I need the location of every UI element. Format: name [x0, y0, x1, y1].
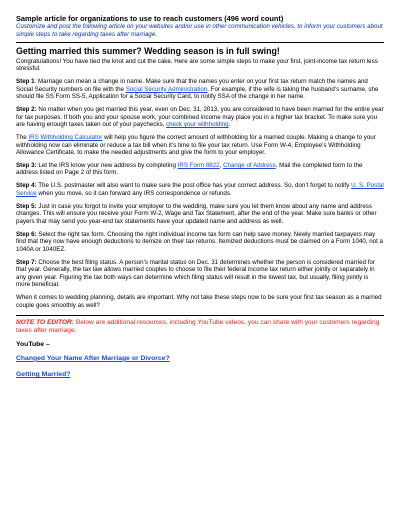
step-5-label: Step 5: — [16, 202, 37, 210]
step-4-text-b: when you move, so it can forward any IRS correspondence or refunds. — [36, 189, 232, 197]
editor-note-text: Below are additional resources, including YouTube videos, you can share with your customers regarding taxes after marriage. — [16, 318, 380, 334]
step-3-paragraph — [16, 162, 384, 177]
ssa-link[interactable]: Social Security Administration — [125, 85, 208, 93]
step-2-paragraph — [16, 106, 384, 129]
step-7-paragraph — [16, 259, 384, 289]
step-3-text-a: Let the IRS know your new address by completing — [36, 161, 178, 169]
step-1-label: Step 1 — [16, 77, 35, 85]
youtube-heading: YouTube – — [16, 340, 50, 348]
editor-note-label: NOTE TO EDITOR: — [16, 318, 75, 326]
step-1-text-b: . For example, if the wife is taking the husband’s surname, she should file SS Form SS-5, Application for a Social Security Card, to notify SSA of the change in her name. — [16, 85, 379, 101]
step-5-paragraph — [16, 203, 384, 226]
withholding-paragraph — [16, 134, 384, 157]
step-1-paragraph — [16, 78, 384, 101]
step-2-text-a: No matter when you get married this year, even on Dec. 31, 2013, you are considered to have been married for the entire year for tax purposes. If both you and your spouse work, your combined income may place you in a higher tax bracket. To make sure you are having enough taxes taken out of your paychecks, — [16, 105, 384, 129]
step-6-label: Step 6: — [16, 230, 37, 238]
bottom-divider — [16, 315, 384, 316]
step-4-label: Step 4: — [16, 182, 37, 190]
instructions-text: Customize and post the following article on your websites and/or use in other communication vehicles, to inform your customers about simple steps to take regarding taxes after marriage. — [16, 23, 383, 38]
article-container — [16, 14, 384, 388]
step-5-text: Just in case you forgot to invite your employer to the wedding, make sure you let them know about any name and address changes. This will ensure you receive your Form W-2, Wage and Tax Statement, after the end of the year. Make sure banks or other payers that may send you year-end tax statements have your updated name and address as well. — [16, 202, 377, 225]
check-withholding-link[interactable]: check your withholding — [165, 121, 229, 129]
step-6-paragraph — [16, 231, 384, 254]
withholding-calculator-link[interactable]: IRS Withholding Calculator — [28, 133, 103, 141]
video-link-name-change[interactable]: Changed Your Name After Marriage or Divorce? — [16, 354, 170, 362]
top-divider — [16, 42, 384, 43]
step-6-text: Select the right tax form. Choosing the right individual income tax form can help save money. Newly married taxpayers may find that they now have enough deductions to itemize on their tax returns. Itemized deductions must be claimed on a Form 1040, not a 1040A or 1040EZ. — [16, 230, 383, 253]
document-title: Sample article for organizations to use to reach customers (496 word count) — [16, 14, 284, 23]
step-3-label: Step 3: — [16, 161, 37, 169]
step-2-text-b: . — [228, 121, 231, 129]
step-3-separator: , — [219, 161, 224, 169]
editor-note — [16, 319, 384, 335]
step-7-text: Choose the best filing status. A person’s marital status on Dec. 31 determines whether the person is considered married for that year. Generally, the tax law allows married couples to choose to file their federal income tax return either jointly or separately in any given year. Figuring the tax both ways can determine which filing status will result in the lowest tax, but usually, filing jointly is more beneficial. — [16, 258, 375, 289]
withholding-text-b: will help you figure the correct amount of withholding for a married couple. Making a change to your withholding now can eliminate or reduce a tax bill when it’s time to file your tax return. Use Form W-4, Employee’s Withholding Allowance Certificate, to make the needed adjustments and give the form to your employer. — [16, 133, 376, 157]
postal-service-link[interactable]: U. S. Postal Service — [16, 182, 384, 197]
article-intro: Congratulations! You have tied the knot and cut the cake. Here are some simple steps to make your first, joint-income tax return less stressful. — [16, 57, 378, 73]
article-headline: Getting married this summer? Wedding season is in full swing! — [16, 46, 280, 57]
step-3-text-b: . Mail the completed form to the address listed on Page 2 of this form. — [16, 161, 363, 177]
change-of-address-link[interactable]: Change of Address — [223, 161, 276, 169]
step-4-text-a: The U.S. postmaster will also want to make sure the post office has your correct address. So, don’t forget to notify — [36, 182, 352, 190]
step-1-text-a: : Marriage can mean a change in name. Make sure that the names you enter on your first tax return match the names and Social Security numbers on file with the — [16, 77, 368, 93]
step-7-label: Step 7: — [16, 258, 37, 266]
step-2-label: Step 2: — [16, 105, 37, 113]
video-link-getting-married[interactable]: Getting Married? — [16, 371, 71, 379]
step-4-paragraph — [16, 182, 384, 197]
withholding-text-a: The — [16, 133, 29, 141]
closing-paragraph: When it comes to wedding planning, details are important. Why not take these steps now to be sure your first tax season as a married couple goes smoothly as well? — [16, 294, 382, 309]
form-8822-link[interactable]: IRS Form 8822 — [177, 161, 220, 169]
